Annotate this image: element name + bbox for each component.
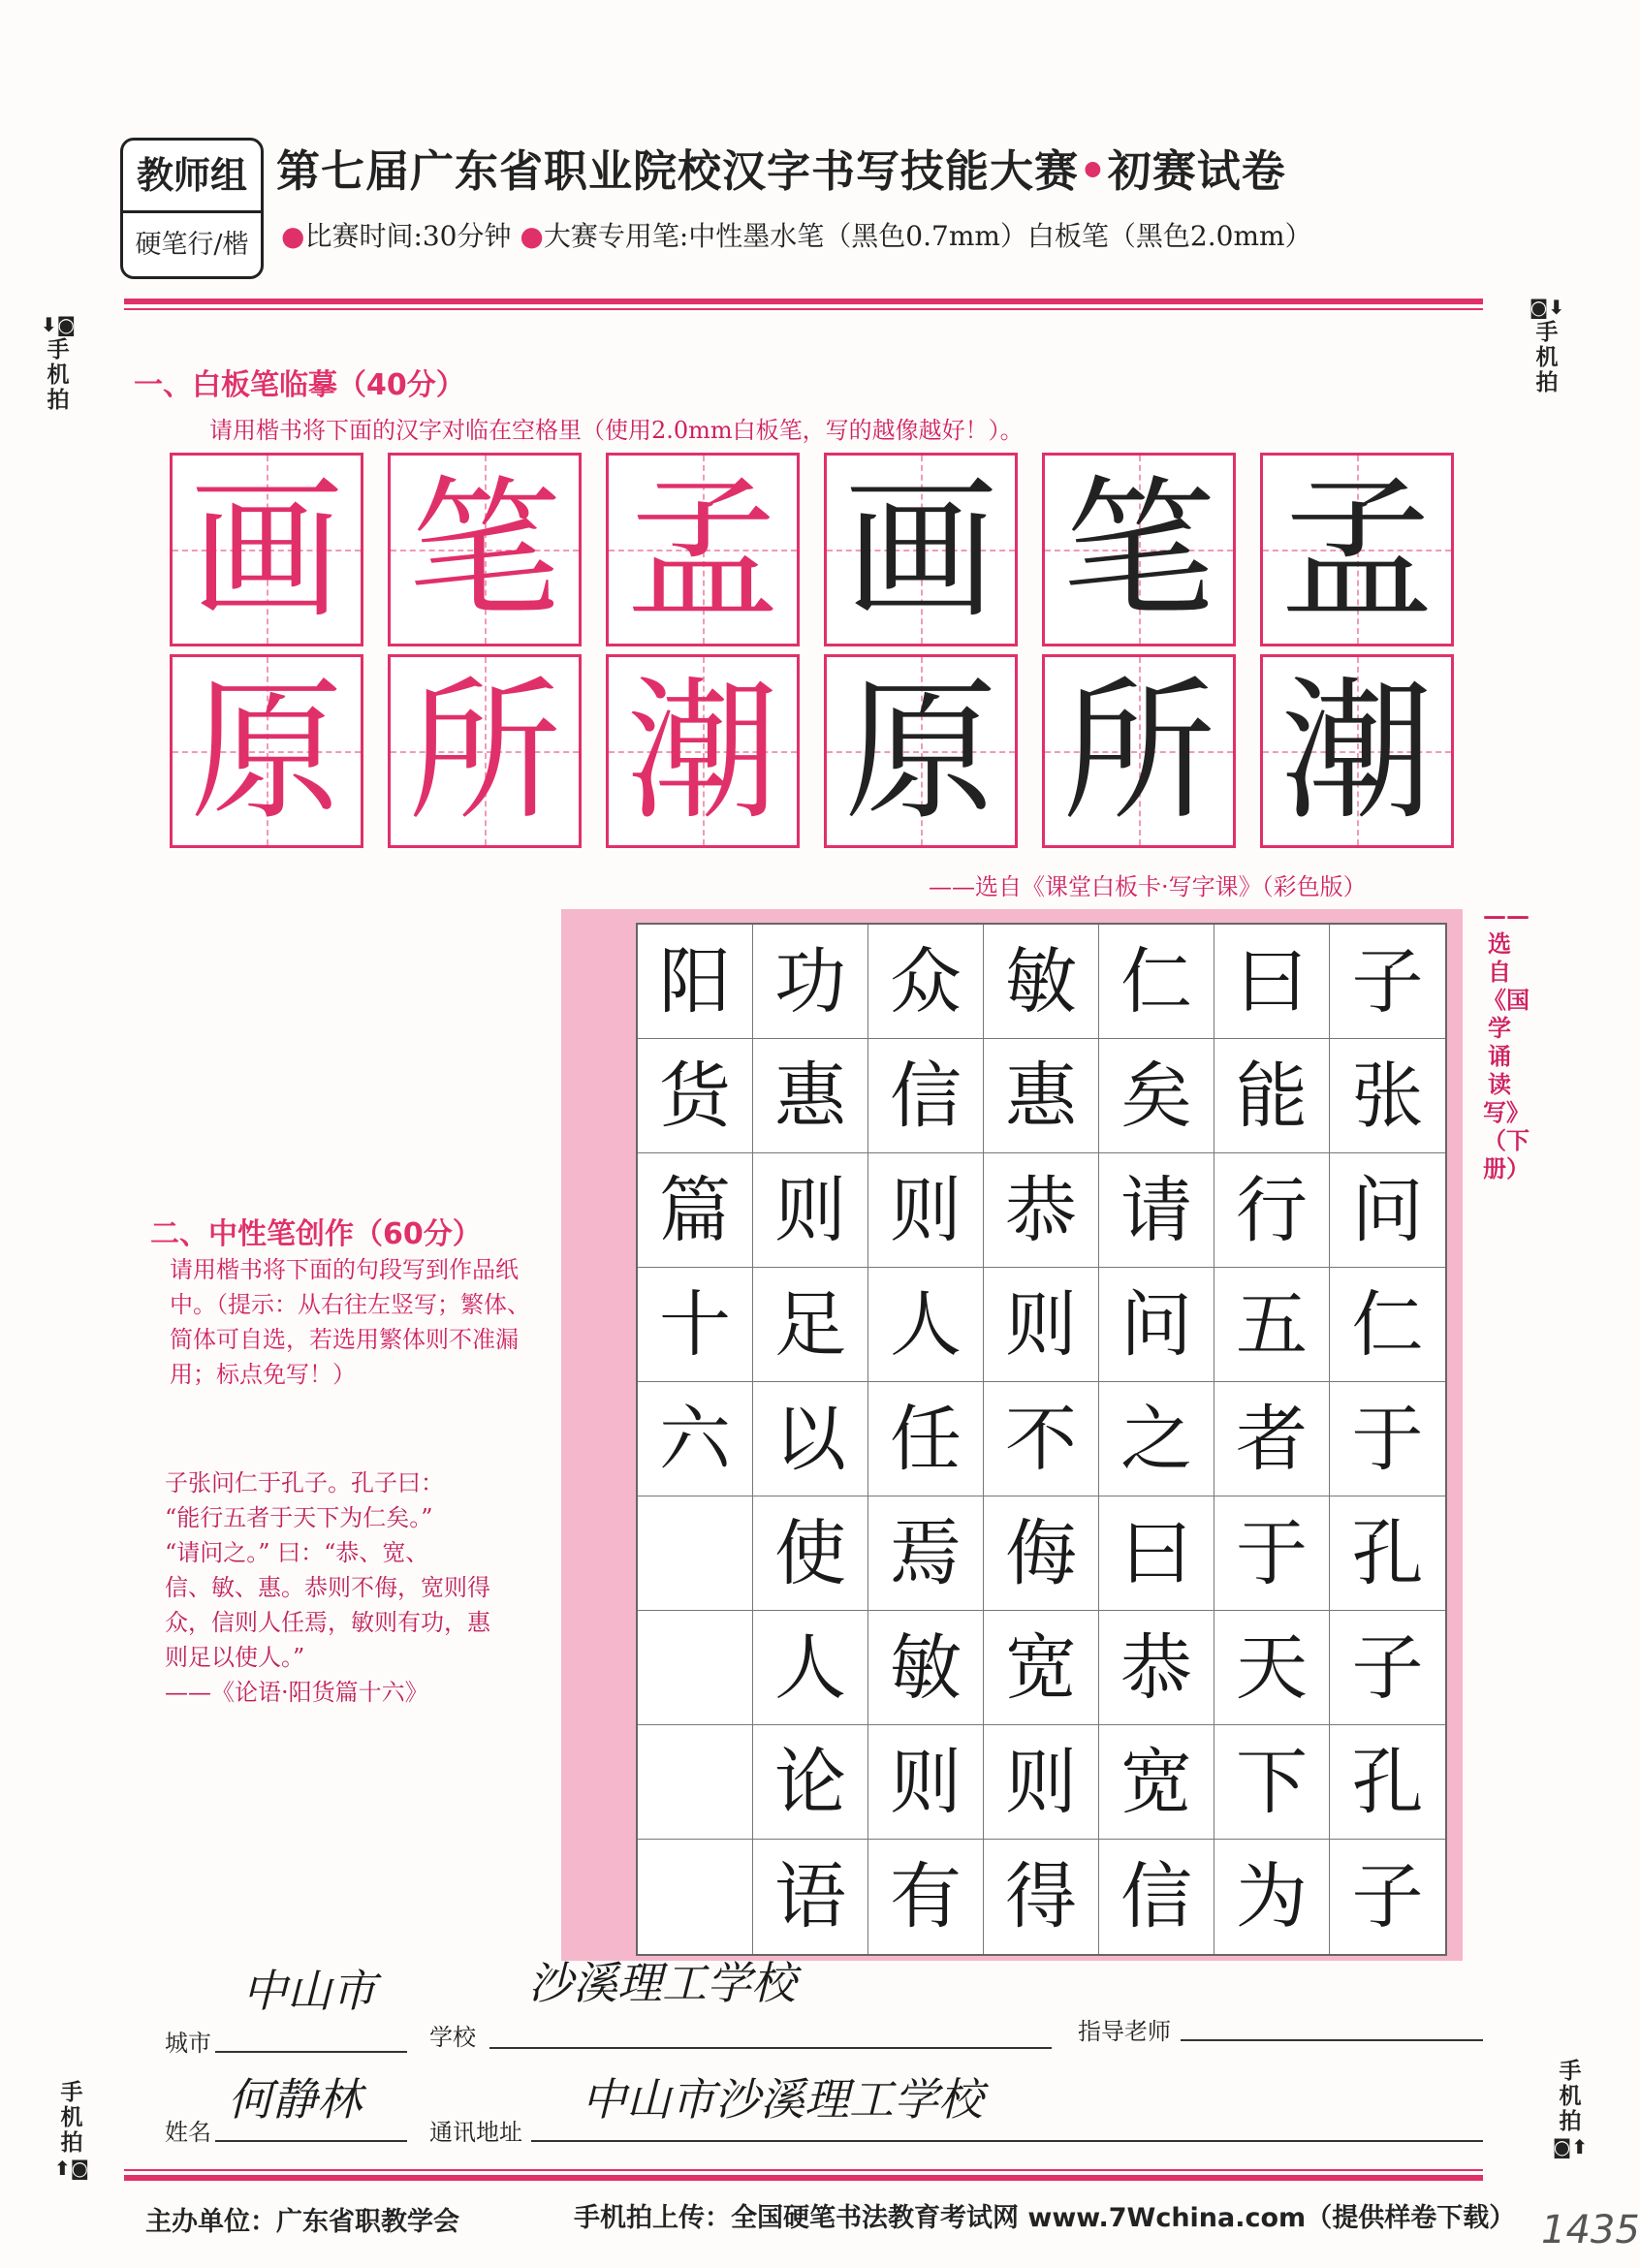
grid-cell[interactable]: 人 <box>868 1268 984 1382</box>
grid-cell[interactable]: 人 <box>753 1611 868 1725</box>
grid-cell[interactable]: 以 <box>753 1382 868 1496</box>
grid-cell[interactable]: 惠 <box>984 1039 1099 1153</box>
address-field[interactable]: 中山市沙溪理工学校 <box>582 2073 983 2126</box>
name-field[interactable]: 何静林 <box>228 2073 362 2126</box>
grid-cell[interactable]: 于 <box>1214 1496 1330 1611</box>
grid-cell[interactable]: 则 <box>868 1153 984 1268</box>
practice-cell[interactable] <box>1042 453 1236 646</box>
top-divider <box>124 299 1483 310</box>
section2-vertical-source: ——选自《国学诵读写》（下册） <box>1483 901 1530 1182</box>
handwritten-char: 所 <box>1062 663 1215 841</box>
bullet-icon: ● <box>281 220 305 252</box>
grid-cell[interactable]: 为 <box>1214 1840 1330 1954</box>
name-underline <box>215 2140 407 2142</box>
city-label: 城市 <box>165 2030 211 2057</box>
side-marker-bottom-right <box>1552 2059 1589 2159</box>
handwritten-char: 原 <box>844 663 997 841</box>
bullet-icon: ● <box>520 220 544 252</box>
grid-cell[interactable]: 信 <box>1099 1840 1214 1954</box>
section1-source: ——选自《课堂白板卡·写字课》（彩色版） <box>929 873 1367 900</box>
section2-title: 二、中性笔创作（60分） <box>150 1217 482 1251</box>
teacher-underline <box>1181 2039 1483 2041</box>
grid-cell[interactable]: 不 <box>984 1382 1099 1496</box>
side-marker-top-right <box>1529 295 1565 395</box>
grid-cell[interactable] <box>638 1611 753 1725</box>
model-char: 原 <box>190 663 343 841</box>
grid-cell[interactable]: 则 <box>984 1725 1099 1840</box>
model-char: 潮 <box>626 663 779 841</box>
school-underline <box>489 2047 1052 2049</box>
model-char: 所 <box>408 663 561 841</box>
passage-line: 众，信则人任焉，敏则有功，惠 <box>165 1609 490 1636</box>
section1-instruction: 请用楷书将下面的汉字对临在空格里（使用2.0mm白板笔，写的越像越好！）。 <box>209 417 1024 444</box>
grid-cell[interactable]: 阳 <box>638 925 753 1039</box>
grid-cell[interactable]: 信 <box>868 1039 984 1153</box>
grid-cell[interactable]: 惠 <box>753 1039 868 1153</box>
title-tail: 初赛试卷 <box>1107 145 1286 197</box>
handwritten-char: 画 <box>844 461 997 640</box>
model-cell <box>606 453 800 646</box>
grid-cell[interactable]: 侮 <box>984 1496 1099 1611</box>
bottom-divider <box>124 2169 1483 2181</box>
grid-cell[interactable]: 孔 <box>1330 1496 1445 1611</box>
passage-line: “请问之。” 曰：“恭、宽、 <box>165 1539 429 1566</box>
grid-cell[interactable]: 下 <box>1214 1725 1330 1840</box>
footer-upload: 手机拍上传：全国硬笔书法教育考试网 www.7Wchina.com（提供样卷下载） <box>574 2203 1516 2233</box>
practice-cell[interactable] <box>824 453 1018 646</box>
grid-cell[interactable]: 语 <box>753 1840 868 1954</box>
model-char: 孟 <box>626 461 779 640</box>
side-marker-bottom-left <box>53 2080 90 2181</box>
grid-cell[interactable]: 则 <box>984 1268 1099 1382</box>
grid-cell[interactable] <box>638 1496 753 1611</box>
name-label: 姓名 <box>165 2119 211 2146</box>
grid-cell[interactable]: 论 <box>753 1725 868 1840</box>
side-label: 手机拍 <box>47 337 70 413</box>
title-dot: • <box>1079 145 1108 197</box>
badge-group-label: 教师组 <box>123 141 261 213</box>
school-label: 学校 <box>429 2024 476 2051</box>
grid-cell[interactable]: 子 <box>1330 1611 1445 1725</box>
grid-cell[interactable] <box>638 1840 753 1954</box>
passage-line: 信、敏、惠。恭则不侮，宽则得 <box>165 1574 490 1601</box>
grid-cell[interactable]: 货 <box>638 1039 753 1153</box>
grid-cell[interactable]: 篇 <box>638 1153 753 1268</box>
grid-cell[interactable]: 孔 <box>1330 1725 1445 1840</box>
grid-cell[interactable]: 则 <box>753 1153 868 1268</box>
handwritten-char: 潮 <box>1280 663 1434 841</box>
address-label: 通讯地址 <box>429 2119 522 2146</box>
passage-line: 子张问仁于孔子。孔子曰： <box>165 1469 444 1496</box>
grid-cell[interactable]: 仁 <box>1330 1268 1445 1382</box>
model-cell <box>388 453 582 646</box>
grid-cell[interactable]: 焉 <box>868 1496 984 1611</box>
camera-icon: ◙⬆ <box>1552 2135 1589 2158</box>
passage-line: 则足以使人。” <box>165 1644 305 1671</box>
grid-cell[interactable]: 足 <box>753 1268 868 1382</box>
grid-cell[interactable]: 敏 <box>868 1611 984 1725</box>
page-title <box>276 136 1286 199</box>
grid-cell[interactable]: 恭 <box>984 1153 1099 1268</box>
group-badge <box>120 138 264 279</box>
grid-cell[interactable]: 曰 <box>1099 1496 1214 1611</box>
grid-cell[interactable]: 张 <box>1330 1039 1445 1153</box>
side-marker-top-left <box>40 312 77 413</box>
grid-cell[interactable]: 问 <box>1330 1153 1445 1268</box>
section2-passage <box>165 1465 552 1710</box>
footer-organizer: 主办单位：广东省职教学会 <box>145 2207 459 2237</box>
grid-cell[interactable]: 宽 <box>984 1611 1099 1725</box>
grid-cell[interactable]: 功 <box>753 925 868 1039</box>
grid-cell[interactable]: 行 <box>1214 1153 1330 1268</box>
practice-cell[interactable] <box>1260 453 1454 646</box>
camera-icon: ⬇◙ <box>40 313 77 336</box>
city-underline <box>215 2051 407 2053</box>
writing-sheet[interactable] <box>636 923 1447 1956</box>
grid-cell[interactable]: 则 <box>868 1725 984 1840</box>
side-label: 手机拍 <box>1535 320 1559 395</box>
passage-line: ——《论语·阳货篇十六》 <box>165 1679 428 1706</box>
model-cell <box>170 453 363 646</box>
practice-cell[interactable] <box>824 654 1018 848</box>
badge-style-label: 硬笔行/楷 <box>135 230 249 260</box>
exam-info-line <box>281 215 1312 254</box>
camera-icon: ⬆◙ <box>53 2157 90 2180</box>
title-main: 第七届广东省职业院校汉字书写技能大赛 <box>276 145 1080 197</box>
grid-cell[interactable]: 曰 <box>1214 925 1330 1039</box>
grid-cell[interactable]: 矣 <box>1099 1039 1214 1153</box>
grid-cell[interactable]: 任 <box>868 1382 984 1496</box>
grid-cell[interactable] <box>638 1725 753 1840</box>
grid-cell[interactable]: 五 <box>1214 1268 1330 1382</box>
exam-time: 比赛时间:30分钟 <box>304 220 512 252</box>
model-cell <box>388 654 582 848</box>
camera-icon: ◙⬇ <box>1529 296 1565 319</box>
grid-cell[interactable]: 能 <box>1214 1039 1330 1153</box>
handwritten-char: 孟 <box>1280 461 1434 640</box>
model-cell <box>606 654 800 848</box>
city-field[interactable]: 中山市 <box>242 1965 376 2017</box>
grid-cell[interactable]: 天 <box>1214 1611 1330 1725</box>
grid-cell[interactable]: 有 <box>868 1840 984 1954</box>
grid-cell[interactable]: 使 <box>753 1496 868 1611</box>
grid-cell[interactable]: 仁 <box>1099 925 1214 1039</box>
grid-cell[interactable]: 子 <box>1351 1855 1424 1938</box>
school-field[interactable]: 沙溪理工学校 <box>528 1957 796 2009</box>
grid-cell[interactable]: 子 <box>1330 925 1445 1039</box>
section1-title: 一、白板笔临摹（40分） <box>134 368 465 402</box>
grid-cell[interactable]: 敏 <box>984 925 1099 1039</box>
model-char: 笔 <box>408 461 561 640</box>
side-label: 手机拍 <box>60 2080 83 2156</box>
practice-cell[interactable] <box>1260 654 1454 848</box>
teacher-label: 指导老师 <box>1078 2018 1171 2045</box>
practice-cell[interactable] <box>1042 654 1236 848</box>
model-char: 画 <box>190 461 343 640</box>
grid-cell[interactable]: 得 <box>984 1840 1099 1954</box>
address-underline <box>531 2140 1483 2142</box>
grid-cell[interactable]: 请 <box>1099 1153 1214 1268</box>
grid-cell[interactable]: 之 <box>1099 1382 1214 1496</box>
grid-cell[interactable]: 宽 <box>1099 1725 1214 1840</box>
grid-cell[interactable]: 者 <box>1214 1382 1330 1496</box>
exam-pen: 大赛专用笔:中性墨水笔（黑色0.7mm）白板笔（黑色2.0mm） <box>543 220 1312 252</box>
grid-cell[interactable]: 六 <box>638 1382 753 1496</box>
grid-cell[interactable]: 恭 <box>1099 1611 1214 1725</box>
grid-cell[interactable]: 问 <box>1099 1268 1214 1382</box>
grid-cell[interactable]: 众 <box>868 925 984 1039</box>
side-label: 手机拍 <box>1559 2059 1582 2134</box>
passage-line: “能行五者于天下为仁矣。” <box>165 1504 433 1531</box>
handwritten-char: 笔 <box>1062 461 1215 640</box>
grid-cell[interactable]: 十 <box>638 1268 753 1382</box>
page-number: 1435 <box>1541 2208 1640 2252</box>
grid-cell[interactable]: 于 <box>1330 1382 1445 1496</box>
section2-instruction: 请用楷书将下面的句段写到作品纸中。（提示：从右往左竖写；繁体、简体可自选，若选用繁体则不准漏用；标点免写！） <box>170 1256 530 1388</box>
model-cell <box>170 654 363 848</box>
